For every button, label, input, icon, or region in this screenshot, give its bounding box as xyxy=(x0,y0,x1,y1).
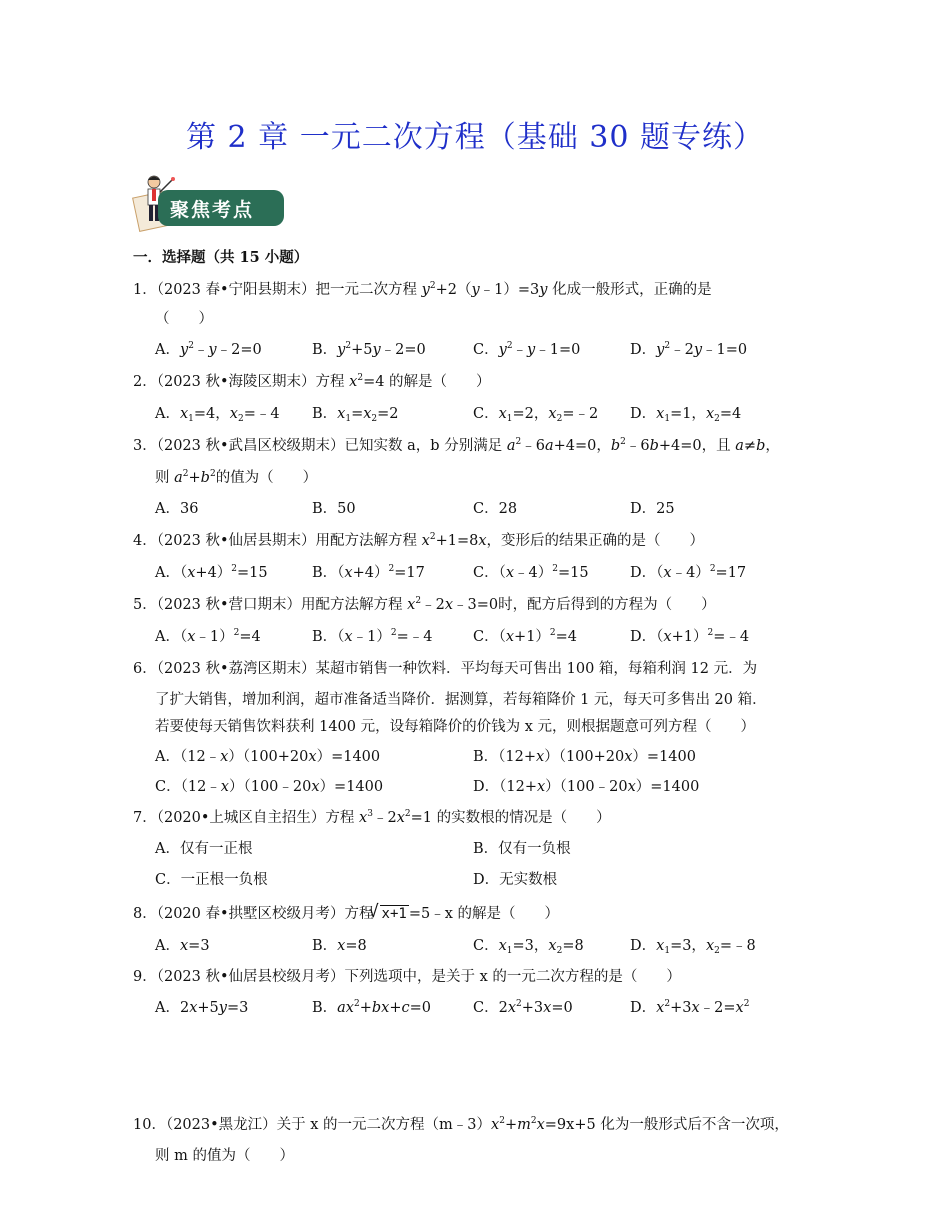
q3-option-a[interactable]: A．36 xyxy=(155,501,199,517)
page-title: 第 2 章 一元二次方程（基础 30 题专练） xyxy=(186,120,764,155)
q1-option-c[interactable]: C．$y^2﹣y﹣1=0$ xyxy=(473,341,581,358)
q7-option-c[interactable]: C．一正根一负根 xyxy=(155,872,268,888)
q7-option-d[interactable]: D．无实数根 xyxy=(473,872,558,888)
question-6: 6．（2023 秋•荔湾区期末）某超市销售一种饮料．平均每天可售出 100 箱，每箱利润 12 元．为 xyxy=(133,661,758,677)
q5-option-c[interactable]: C．$(x+1)^2=4$ xyxy=(473,628,578,645)
question-7: 7．（2020•上城区自主招生）方程 $x^3﹣2x^2=1$ 的实数根的情况是（ ） xyxy=(133,809,611,826)
q3-option-d[interactable]: D．25 xyxy=(630,501,675,517)
q9-option-d[interactable]: D．$x^2+3x﹣2=x^2$ xyxy=(630,999,750,1016)
q3-line-2: 则 $a^2+b^2$的值为（ ） xyxy=(155,469,318,486)
q8-option-a[interactable]: A．x=3 xyxy=(155,938,210,954)
q6-option-b[interactable]: B．（12+x）（100+20x）=1400 xyxy=(473,749,696,765)
question-2: 2．（2023 秋•海陵区期末）方程 $x^2=4$ 的解是（ ） xyxy=(133,373,491,390)
question-3: 3．（2023 秋•武昌区校级期末）已知实数 a，b 分别满足 $a^2﹣6a+4=0$，$b^2﹣6b+4=0$，且 a≠b， xyxy=(133,437,780,454)
q6-option-c[interactable]: C．（12﹣x）（100﹣20x）=1400 xyxy=(155,779,384,795)
q5-option-a[interactable]: A．（x﹣1）$^2$=4 xyxy=(155,628,261,645)
question-10: 10．（2023•黑龙江）关于 x 的一元二次方程$(m﹣3)x^2+m^2x=9x+5$ 化为一般形式后不含一次项， xyxy=(133,1116,789,1133)
q2-option-b[interactable]: B．$x_1=x_2=2$ xyxy=(312,406,399,424)
q1-option-a[interactable]: A．$y^2﹣y﹣2=0$ xyxy=(155,341,262,358)
q10-line-2: 则 m 的值为（ ） xyxy=(155,1148,294,1164)
q5-option-b[interactable]: B．（x﹣1）$^2$=﹣4 xyxy=(312,628,433,645)
q8-option-b[interactable]: B．x=8 xyxy=(312,938,367,954)
q6-option-a[interactable]: A．（12﹣x）（100+20x）=1400 xyxy=(155,749,381,765)
q3-option-c[interactable]: C．28 xyxy=(473,501,518,517)
question-1: 1．（2023 春•宁阳县期末）把一元二次方程 $y^2+2(y﹣1)=3y$ 化成一般形式，正确的是 xyxy=(133,281,712,298)
q9-option-a[interactable]: A．2x+5y=3 xyxy=(155,1000,249,1016)
q2-option-c[interactable]: C．$x_1=2$，$x_2=﹣2$ xyxy=(473,406,599,424)
q3-option-b[interactable]: B．50 xyxy=(312,501,356,517)
badge-label: 聚焦考点 xyxy=(170,199,255,221)
q1-text: 1．（2023 春•宁阳县期末）把一元二次方程 xyxy=(133,282,422,298)
q1-option-b[interactable]: B．$y^2+5y﹣2=0$ xyxy=(312,341,426,358)
question-5: 5．（2023 秋•营口期末）用配方法解方程 $x^2﹣2x﹣3=0$时，配方后得到的方程为（ ） xyxy=(133,596,716,613)
q1-option-d[interactable]: D．$y^2﹣2y﹣1=0$ xyxy=(630,341,748,358)
q6-line-2: 了扩大销售，增加利润，超市准备适当降价．据测算，若每箱降价 1 元，每天可多售出 20 箱． xyxy=(155,692,767,708)
section-heading: 一．选择题（共 15 小题） xyxy=(133,249,309,266)
q6-line-3: 若要使每天销售饮料获利 1400 元，设每箱降价的价钱为 x 元，则根据题意可列方程（ ） xyxy=(155,719,756,735)
q4-option-a[interactable]: A．$(x+4)^2=15$ xyxy=(155,564,268,581)
q1-paren: （ ） xyxy=(155,311,213,327)
q8-option-c[interactable]: C．$x_1=3$，$x_2=8$ xyxy=(473,938,584,956)
question-8: 8．（2020 春•拱墅区校级月考）方程√ x+1 =5﹣x 的解是（ ） xyxy=(133,902,559,923)
q4-option-b[interactable]: B．$(x+4)^2=17$ xyxy=(312,564,425,581)
q4-option-d[interactable]: D．（x﹣4）$^2$=17 xyxy=(630,564,747,581)
q6-option-d[interactable]: D．（12+x）（100﹣20x）=1400 xyxy=(473,779,700,795)
q2-option-a[interactable]: A．$x_1=4$，$x_2=﹣4$ xyxy=(155,406,280,424)
q2-option-d[interactable]: D．$x_1=1$，$x_2=4$ xyxy=(630,406,742,424)
question-4: 4．（2023 秋•仙居县期末）用配方法解方程 $x^2+1=8x$，变形后的结果正确的是（ ） xyxy=(133,532,705,549)
question-9: 9．（2023 秋•仙居县校级月考）下列选项中，是关于 x 的一元二次方程的是（ ） xyxy=(133,969,681,985)
q5-option-d[interactable]: D．$(x+1)^2=﹣4$ xyxy=(630,628,750,645)
focus-badge xyxy=(128,172,288,234)
q1-mid: +2（ xyxy=(435,282,472,298)
q7-option-a[interactable]: A．仅有一正根 xyxy=(155,841,253,857)
q9-option-b[interactable]: B．$ax^2+bx+c=0$ xyxy=(312,999,431,1016)
q1-post: 化成一般形式，正确的是 xyxy=(547,282,712,298)
sqrt-radical: √ x+1 xyxy=(380,905,409,922)
q8-option-d[interactable]: D．$x_1=3$，$x_2=﹣8$ xyxy=(630,938,756,956)
q4-option-c[interactable]: C．（x﹣4）$^2$=15 xyxy=(473,564,589,581)
q7-option-b[interactable]: B．仅有一负根 xyxy=(473,841,571,857)
q9-option-c[interactable]: C．$2x^2+3x=0$ xyxy=(473,999,573,1016)
